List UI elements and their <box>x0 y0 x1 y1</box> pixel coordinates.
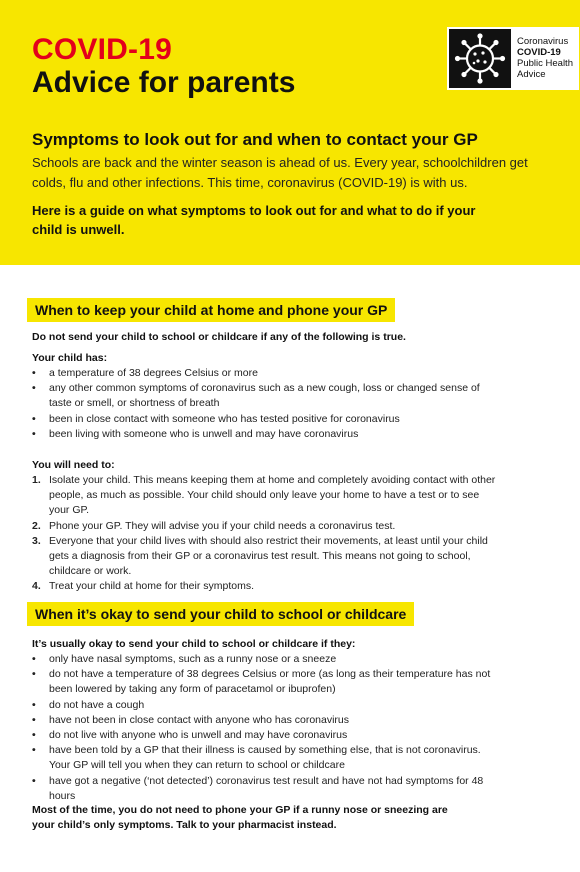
section-heading-okay-school: When it’s okay to send your child to school or childcare <box>27 602 414 626</box>
list-item: 2. Phone your GP. They will advise you if your child needs a coronavirus test. <box>32 519 396 532</box>
section-heading-keep-home: When to keep your child at home and phone your GP <box>27 298 395 322</box>
virus-icon <box>449 29 511 88</box>
symptom-list <box>32 366 502 442</box>
list-item: 3. Everyone that your child lives with should also restrict their movements, at least until your child gets a diagnosis from their GP or a coronavirus test result. This means not going to school, childcare or work. <box>32 534 488 578</box>
your-child-has-label: Your child has: <box>32 352 108 364</box>
list-item: • do not live with anyone who is unwell and may have coronavirus <box>32 728 502 743</box>
section1-lead: Do not send your child to school or childcare if any of the following is true. <box>32 331 406 343</box>
you-will-need-label: You will need to: <box>32 459 115 471</box>
logo-line-coronavirus: Coronavirus <box>517 36 569 47</box>
list-item: • a temperature of 38 degrees Celsius or more <box>32 366 502 381</box>
steps-list <box>32 473 502 595</box>
list-item: • do not have a cough <box>32 698 502 713</box>
step-text: Isolate your child. This means keeping them at home and completely avoiding contact with other people, as much as possible. Your child should only leave your home to have a test or to see your GP. <box>49 474 496 517</box>
intro-heading: Symptoms to look out for and when to contact your GP <box>32 130 478 149</box>
logo-line-covid: COVID-19 <box>517 47 561 58</box>
title-covid: COVID-19 <box>32 33 172 66</box>
step-text: Treat your child at home for their symptoms. <box>49 580 255 593</box>
list-item: • been in close contact with someone who has tested positive for coronavirus <box>32 412 502 427</box>
list-item: 1. Isolate your child. This means keeping them at home and completely avoiding contact with other people, as much as possible. Your child should only leave your home to have a test or to see your GP. <box>32 474 496 517</box>
step-text: Phone your GP. They will advise you if your child needs a coronavirus test. <box>49 519 396 532</box>
list-item: • only have nasal symptoms, such as a runny nose or a sneeze <box>32 652 502 667</box>
intro-body: Schools are back and the winter season is ahead of us. Every year, schoolchildren get colds, flu and other infections. This time, coronavirus (COVID-19) is with us. <box>32 155 528 190</box>
list-item: • have not been in close contact with anyone who has coronavirus <box>32 713 502 728</box>
logo-line-public-health: Public Health <box>517 58 573 69</box>
section2-lead: It’s usually okay to send your child to school or childcare if they: <box>32 638 356 650</box>
list-item: • any other common symptoms of coronavirus such as a new cough, loss or changed sense of taste or smell, or shortness of breath <box>32 381 502 411</box>
list-item: • do not have a temperature of 38 degrees Celsius or more (as long as their temperature has not been lowered by taking any form of paracetamol or ibuprofen) <box>32 667 502 697</box>
logo-line-advice: Advice <box>517 69 546 80</box>
list-item: • have been told by a GP that their illness is caused by something else, that is not coronavirus. Your GP will tell you when they can return to school or childcare <box>32 743 502 773</box>
list-item: 4. Treat your child at home for their symptoms. <box>32 580 255 593</box>
title-advice: Advice for parents <box>32 66 296 99</box>
okay-list <box>32 652 502 804</box>
hse-logo <box>447 27 579 90</box>
list-item: • been living with someone who is unwell and may have coronavirus <box>32 427 502 442</box>
step-text: Everyone that your child lives with should also restrict their movements, at least until your child gets a diagnosis from their GP or a coronavirus test result. This means not going to school, childcare or work. <box>49 534 488 578</box>
closing-note: Most of the time, you do not need to phone your GP if a runny nose or sneezing are your child’s only symptoms. Talk to your pharmacist instead. <box>32 804 448 831</box>
intro-guide-text: Here is a guide on what symptoms to look out for and what to do if your child is unwell. <box>32 203 476 237</box>
logo-text <box>517 36 573 80</box>
list-item: • have got a negative (‘not detected’) coronavirus test result and have not had symptoms for 48 hours <box>32 774 502 804</box>
